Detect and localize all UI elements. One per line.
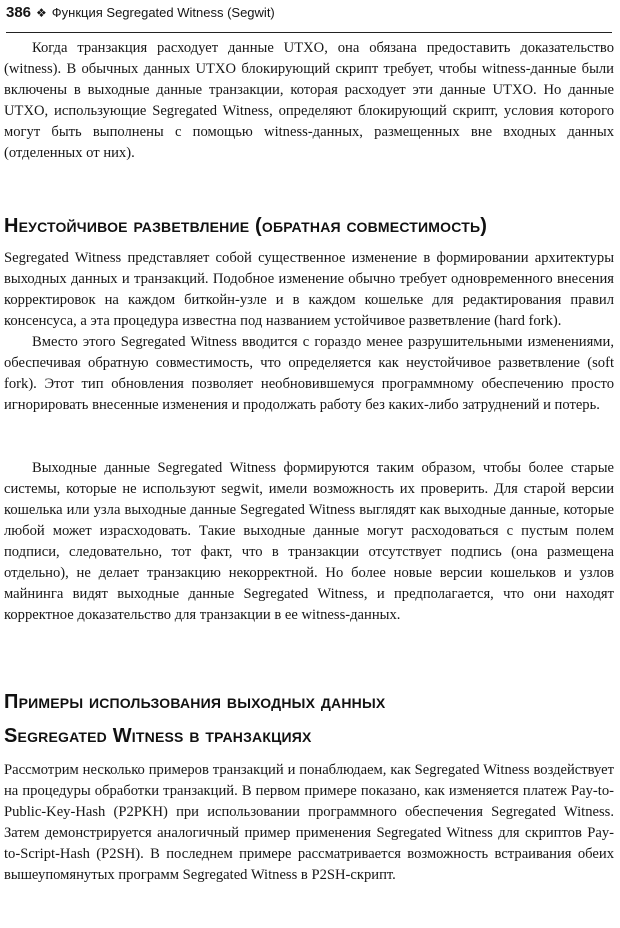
chapter-title: Функция Segregated Witness (Segwit) [51,5,275,20]
section-heading-soft-fork: Неустойчивое разветвление (обратная совместимость) [4,215,488,237]
page-number: 386 [6,4,32,21]
diamond-separator-icon: ❖ [36,6,47,20]
section1-paragraph-3: Выходные данные Segregated Witness формируются таким образом, чтобы более старые системы, которые не используют segwit, имели возможность их проверить. Для старой версии кошелька или узла выходные данные Segregated Witness выглядят как выходные данные, которые любой может израсходовать. Такие выходные данные могут расходоваться с пустым полем подписи, следовательно, тот факт, что в транзакции отсутствует подпись (она размещена отдельно), не делает транзакцию некорректной. Но более новые версии кошельков и узлов майнинга видят выходные данные Segregated Witness, и предполагается, что они находят корректное доказательство для транзакции в ее witness-данных. [4,460,614,623]
section2-paragraph: Рассмотрим несколько примеров транзакций и понаблюдаем, как Segregated Witness воздействует на процедуры обработки транзакций. В первом примере показано, как изменяется платеж Pay-to-Public-Key-Hash (P2PKH) при использовании программного обеспечения Segregated Witness. Затем демонстрируется аналогичный пример применения Segregated Witness для скриптов Pay-to-Script-Hash (P2SH). В последнем примере рассматривается возможность встраивания обеих вышеупомянутых программ Segregated Witness в P2SH-скрипт. [4,762,614,883]
section-heading-examples-line1: Примеры использования выходных данных [4,691,386,713]
section1-paragraph-2: Вместо этого Segregated Witness вводится с гораздо менее разрушительными изменениями, обеспечивая обратную совместимость, что определяется как неустойчивое разветвление (soft fork). Этот тип обновления позволяет необновившемуся программному обеспечению просто игнорировать внесенные изменения и продолжать работу без каких-либо затруднений и потерь. [4,334,614,413]
section1-paragraph-1: Segregated Witness представляет собой существенное изменение в формировании архитектуры выходных данных и транзакций. Подобное изменение обычно требует одновременного внесения корректировок на каждом биткойн-узле и в каждом кошельке для редактирования правил консенсуса, а эта процедура известна под названием устойчивое разветвление (hard fork). [4,250,614,329]
running-header [6,4,612,33]
intro-paragraph: Когда транзакция расходует данные UTXO, она обязана предоставить доказательство (witness). В обычных данных UTXO блокирующий скрипт требует, чтобы witness-данные были включены в выходные данные транзакции, которая расходует эти данные UTXO. Но данные UTXO, использующие Segregated Witness, определяют блокирующий скрипт, условия которого могут быть выполнены с помощью witness-данных, размещенных вне входных данных (отделенных от них). [4,40,614,161]
section-heading-examples-line2: Segregated Witness в транзакциях [4,725,312,747]
